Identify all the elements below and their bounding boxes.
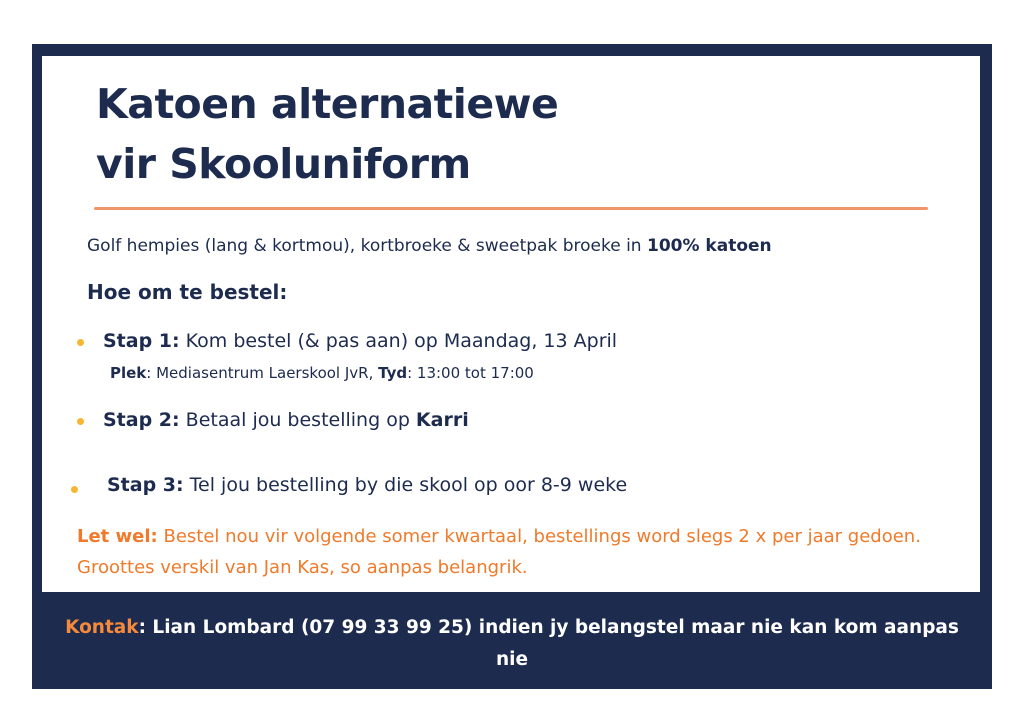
step-2-label: Stap 2: — [103, 409, 180, 431]
note-label: Let wel: — [77, 526, 158, 547]
step-3-label: Stap 3: — [107, 474, 184, 496]
step-2 — [103, 409, 469, 431]
howto-heading: Hoe om te bestel: — [87, 280, 288, 304]
title-divider — [94, 207, 928, 210]
step-2-text: Betaal jou bestelling op — [179, 409, 416, 431]
step-3-text: Tel jou bestelling by die skool op oor 8-9 weke — [183, 474, 628, 496]
title-line-1: Katoen alternatiewe — [96, 80, 559, 128]
time-text: : 13:00 tot 17:00 — [407, 364, 534, 382]
step-1-text: Kom bestel (& pas aan) op Maandag, 13 April — [179, 330, 618, 352]
place-text: : Mediasentrum Laerskool JvR, — [146, 364, 379, 382]
step-3 — [107, 474, 627, 496]
step-1-label: Stap 1: — [103, 330, 180, 352]
contact-label: Kontak — [65, 617, 139, 638]
product-description-bold: 100% katoen — [646, 236, 772, 256]
contact-footer — [60, 612, 964, 676]
time-label: Tyd — [378, 364, 408, 382]
bullet-icon — [77, 418, 84, 425]
page-title — [96, 74, 558, 194]
contact-text: : Lian Lombard (07 99 33 99 25) indien jy belangstel maar nie kan kom aanpas nie — [138, 617, 959, 670]
note-paragraph — [77, 521, 957, 583]
bullet-icon — [77, 339, 84, 346]
step-1 — [103, 330, 617, 352]
step-2-bold: Karri — [415, 409, 469, 431]
title-line-2: vir Skooluniform — [96, 140, 471, 188]
note-text: Bestel nou vir volgende somer kwartaal, bestellings word slegs 2 x per jaar gedoen. Groottes verskil van Jan Kas, so aanpas belangrik. — [77, 526, 921, 578]
product-description — [87, 236, 772, 256]
place-label: Plek — [110, 364, 147, 382]
step-1-details — [110, 364, 534, 382]
bullet-icon — [71, 486, 78, 493]
product-description-text: Golf hempies (lang & kortmou), kortbroeke & sweetpak broeke in — [87, 236, 647, 256]
